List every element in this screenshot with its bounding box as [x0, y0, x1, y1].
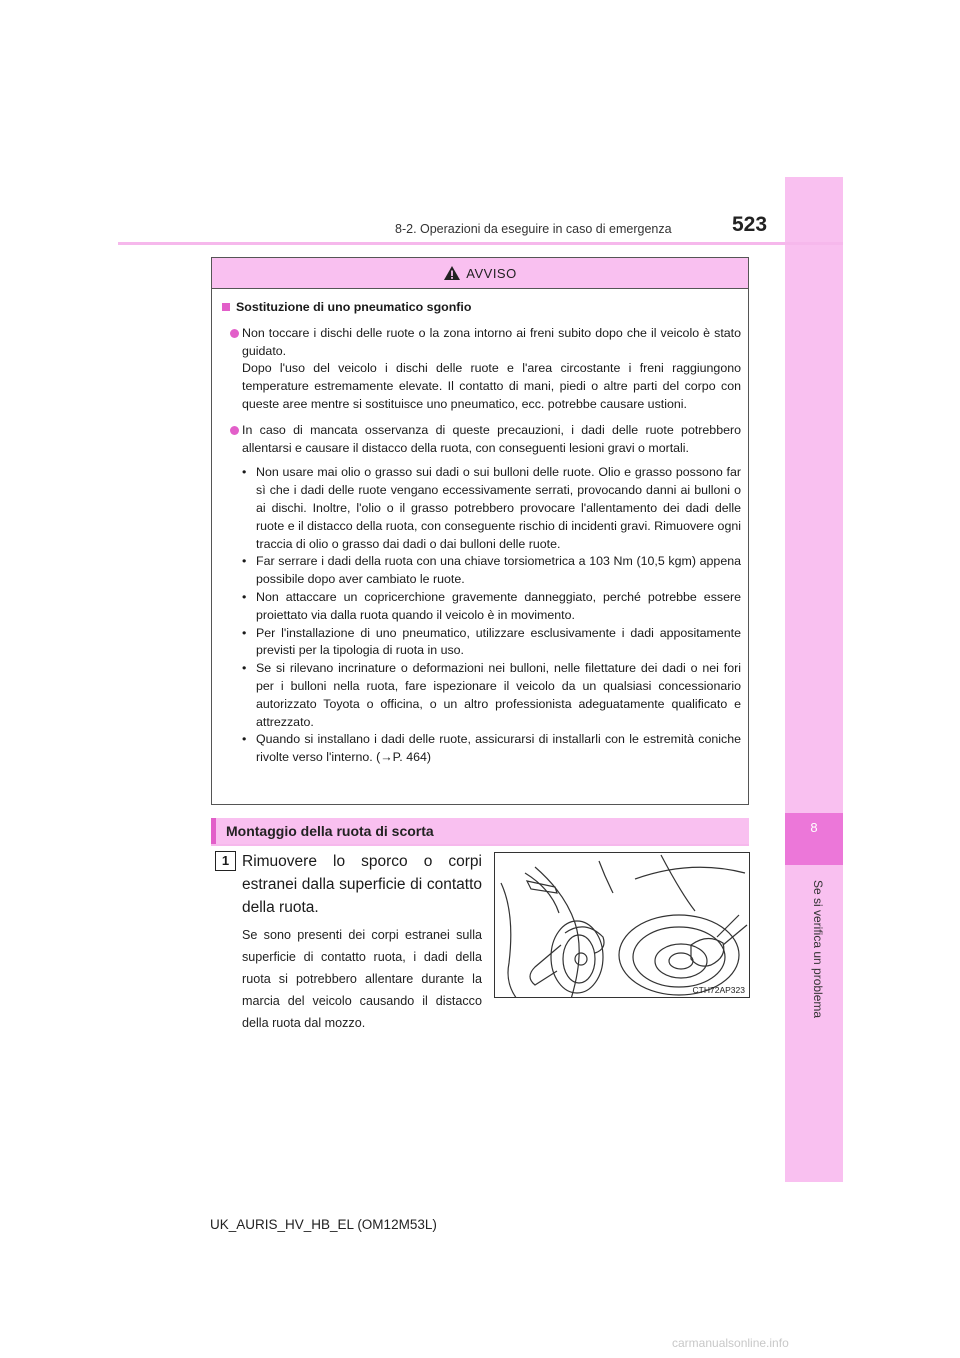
warning-body	[212, 289, 748, 767]
header-divider	[118, 242, 843, 245]
bullet-text: Non toccare i dischi delle ruote o la zona intorno ai freni subito dopo che il veicolo è stato guidato.	[242, 325, 741, 358]
step-number: 1	[215, 851, 236, 871]
round-bullet-icon	[230, 329, 239, 338]
warning-triangle-icon	[443, 265, 461, 281]
watermark: carmanualsonline.info	[672, 1336, 789, 1350]
square-bullet-icon	[222, 303, 230, 311]
warning-subhead: Sostituzione di uno pneumatico sgonfio	[222, 299, 741, 317]
chapter-label: Se si verifica un problema	[811, 880, 825, 1019]
page-number: 523	[732, 213, 768, 236]
step-note: Se sono presenti dei corpi estranei sulla superficie di contatto ruota, i dadi della ruota si potrebbero allentare durante la marcia del veicolo causando il distacco della ruota dal mozzo.	[242, 928, 482, 1030]
chapter-side-tab	[785, 177, 843, 1182]
warning-bullet	[222, 325, 741, 414]
montaggio-heading-bar	[211, 818, 749, 844]
section-title: 8-2. Operazioni da eseguire in caso di emergenza	[395, 222, 672, 236]
sub-list-item: • Far serrare i dadi della ruota con una chiave torsiometrica a 103 Nm (10,5 kgm) appena possibile dopo aver cambiato le ruote.	[242, 554, 741, 587]
sub-list-item: • Non attaccare un copricerchione gravemente danneggiato, perché potrebbe essere proiettato via dalla ruota quando il veicolo è in movimento.	[242, 589, 741, 622]
round-bullet-icon	[230, 426, 239, 435]
sub-list-item: • Non usare mai olio o grasso sui dadi o sui bulloni delle ruote. Olio e grasso possono far sì che i dadi delle ruote vengano eccessivamente serrati, provocando danni ai bulloni o ai dischi. Inoltre, l'olio o il grasso potrebbero provocare l'allentamento dei dadi delle ruote e il distacco della ruota, con conseguente rischio di incidenti gravi. Rimuovere ogni traccia di olio o grasso dai dadi o dai bulloni delle ruote.	[242, 465, 741, 551]
document-code: UK_AURIS_HV_HB_EL (OM12M53L)	[210, 1217, 437, 1232]
sub-list-item: • Quando si installano i dadi delle ruote, assicurarsi di installarli con le estremità coniche rivolte verso l'interno. (→P. 464)	[242, 732, 741, 765]
sub-list-item: • Se si rilevano incrinature o deformazioni nei bulloni, nelle filettature dei dadi o nei fori per i bulloni nella ruota, fare ispezionare il veicolo da un qualsiasi concessionario autorizzato Toyota o officina, o un altro professionista adeguatamente qualificato e attrezzato.	[242, 661, 741, 729]
chapter-number: 8	[810, 820, 818, 835]
wheel-cleaning-drawing	[495, 853, 750, 998]
bullet-text: In caso di mancata osservanza di queste precauzioni, i dadi delle ruote potrebbero allentarsi e causare il distacco della ruota, con conseguenti lesioni gravi o mortali.	[242, 422, 741, 455]
bullet-text: Dopo l'uso del veicolo i dischi delle ruote e l'area circostante i freni raggiungono temperature estremamente elevate. Il contatto di mani, piedi o altre parti del corpo con queste aree mentre si sostituisce uno pneumatico, ecc. potrebbe causare ustioni.	[242, 361, 741, 411]
illustration-code: CTH72AP323	[692, 985, 745, 995]
warning-header	[212, 258, 748, 289]
warning-bullet	[222, 422, 741, 458]
warning-box	[211, 257, 749, 805]
warning-title: AVVISO	[466, 265, 517, 281]
sub-list-item: • Per l'installazione di uno pneumatico, utilizzare esclusivamente i dadi appositamente previsti per la tipologia di ruota in uso.	[242, 625, 741, 658]
montaggio-title: Montaggio della ruota di scorta	[226, 823, 434, 839]
montaggio-divider	[211, 844, 749, 846]
step-text: Rimuovere lo sporco o corpi estranei dalla superficie di contatto della ruota.	[242, 853, 482, 916]
wheel-cleaning-illustration	[494, 852, 750, 998]
warning-sub-list	[222, 464, 741, 767]
